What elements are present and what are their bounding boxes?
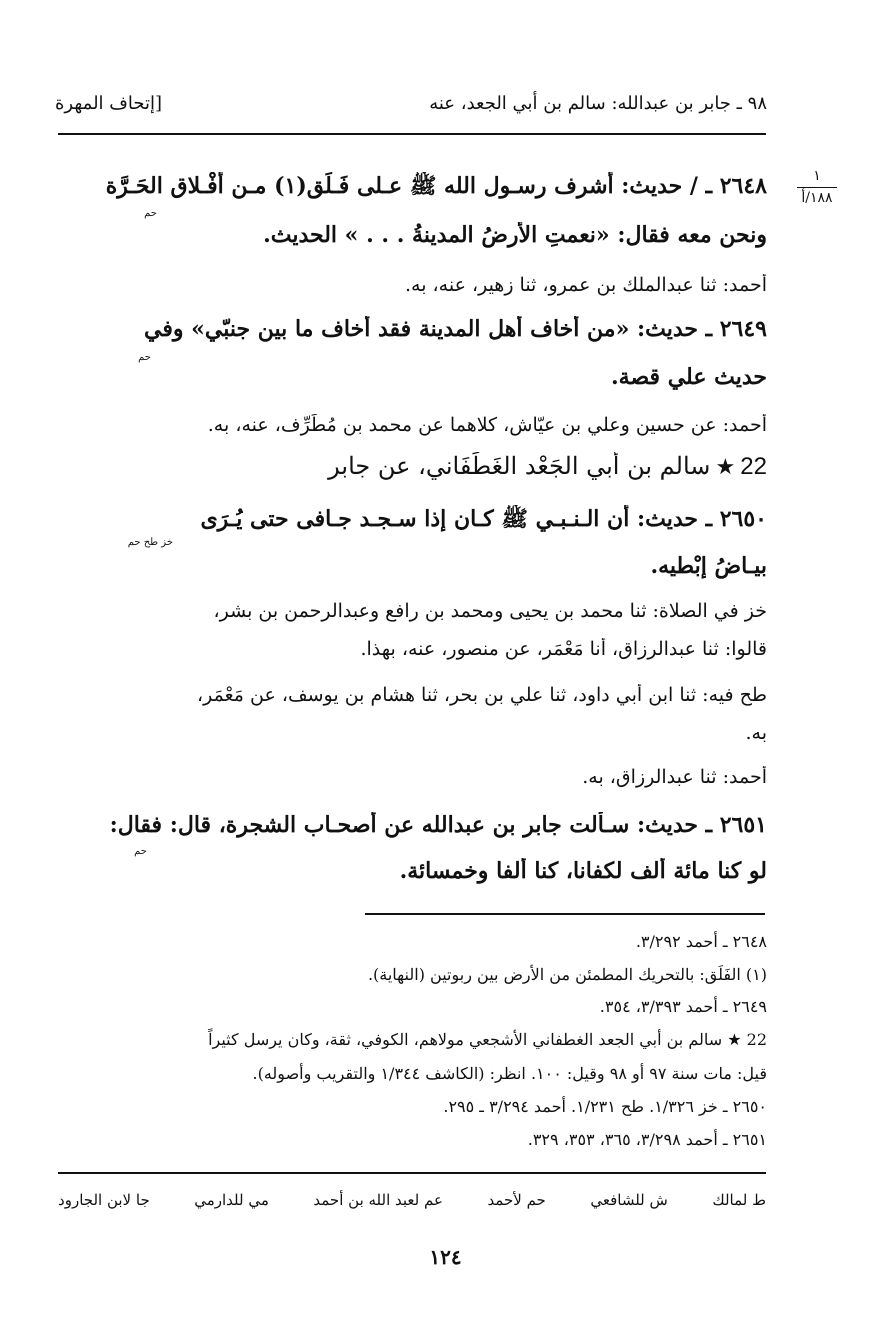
- footnote-5: قيل: مات سنة ٩٧ أو ٩٨ وقيل: ١٠٠. انظر: (الكاشف ١/٣٤٤ والتقريب وأصوله).: [252, 1064, 767, 1083]
- entry-2649-siglum: حم: [138, 352, 151, 363]
- abbr-item: ش للشافعي: [590, 1191, 668, 1209]
- entry-2648-source: أحمد: ثنا عبدالملك بن عمرو، ثنا زهير، عنه، به.: [404, 274, 767, 296]
- footnote-2: (١) الفَلَق: بالتحريك المطمئن من الأرض بين ربوتين (النهاية).: [367, 965, 767, 984]
- footnote-6: ٢٦٥٠ ـ خز ١/٣٢٦. طح ١/٢٣١. أحمد ٣/٢٩٤ ـ ٢٩٥.: [443, 1097, 767, 1116]
- abbr-item: عم لعبد الله بن أحمد: [313, 1191, 443, 1209]
- entry-2650-ahmad: أحمد: ثنا عبدالرزاق، به.: [582, 766, 767, 788]
- entry-2650-siglum: خز طح حم: [127, 537, 173, 548]
- abbr-item: حم لأحمد: [487, 1191, 546, 1209]
- entry-2649-line-1: ٢٦٤٩ ـ حديث: «من أخاف أهل المدينة فقد أخاف ما بين جنبّي» وفي: [144, 316, 767, 342]
- section-title: سالم بن أبي الجَعْد الغَطَفَاني، عن جابر: [328, 452, 711, 480]
- header-chapter-title: ٩٨ ـ جابر بن عبدالله: سالم بن أبي الجعد، عنه: [429, 92, 767, 114]
- abbr-item: جا لابن الجارود: [58, 1191, 150, 1209]
- abbreviations-rule: [58, 1172, 766, 1174]
- header-book-title: [إتحاف المهرة: [55, 92, 163, 114]
- folio-bottom: ١٨٨/أ: [801, 189, 833, 206]
- folio-top: ١: [813, 168, 821, 184]
- entry-2649-line-2: حديث علي قصة.: [611, 364, 767, 390]
- entry-2650-line-1: ٢٦٥٠ ـ حديث: أن الـنـبـي ﷺ كـان إذا سـجـد جـافى حتى يُـرَى: [200, 506, 767, 532]
- footnote-1: ٢٦٤٨ ـ أحمد ٣/٢٩٢.: [635, 932, 767, 951]
- section-heading: [55, 452, 767, 481]
- entry-2649-source: أحمد: عن حسين وعلي بن عيّاش، كلاهما عن محمد بن مُطَرِّف، عنه، به.: [207, 414, 767, 436]
- entry-2650-khz-line-2: قالوا: ثنا عبدالرزاق، أنا مَعْمَر، عن منصور، عنه، بهذا.: [360, 638, 767, 660]
- running-header: [55, 88, 767, 118]
- entry-2648-siglum: حم: [144, 208, 157, 219]
- entry-2650-khz-line-1: خز في الصلاة: ثنا محمد بن يحيى ومحمد بن رافع وعبدالرحمن بن بشر،: [213, 600, 767, 622]
- entry-2650-tah-line-1: طح فيه: ثنا ابن أبي داود، ثنا علي بن بحر، ثنا هشام بن يوسف، عن مَعْمَر،: [197, 684, 767, 706]
- abbreviations-key: [58, 1191, 766, 1209]
- abbr-item: ط لمالك: [712, 1191, 766, 1209]
- entry-2648-line-1: ٢٦٤٨ ـ / حديث: أشرف رسـول الله ﷺ عـلى فَـلَق(١) مـن أفْـلاق الحَـرَّة: [105, 173, 767, 199]
- footnote-3: ٢٦٤٩ ـ أحمد ٣/٣٩٣، ٣٥٤.: [599, 997, 767, 1016]
- footnote-4: 22 ★ سالم بن أبي الجعد الغطفاني الأشجعي مولاهم، الكوفي، ثقة، وكان يرسل كثيراً: [208, 1030, 767, 1049]
- manuscript-folio-ref: [793, 168, 841, 207]
- section-number: 22: [740, 453, 767, 480]
- entry-2648-line-2: ونحن معه فقال: «نعمتِ الأرضُ المدينةُ . . . » الحديث.: [263, 222, 767, 248]
- entry-2651-siglum: حم: [134, 846, 147, 857]
- page-number: ١٢٤: [429, 1245, 462, 1269]
- entry-2650-line-2: بيـاضُ إبْطيه.: [650, 553, 767, 579]
- folio-divider: [797, 187, 837, 188]
- entry-2650-tah-line-2: به.: [745, 722, 767, 744]
- entry-2651-line-2: لو كنا مائة ألف لكفانا، كنا ألفا وخمسائة.: [399, 858, 767, 884]
- header-rule: [58, 133, 766, 135]
- abbr-item: مي للدارمي: [194, 1191, 269, 1209]
- star-icon: ★: [715, 455, 736, 480]
- entry-2651-line-1: ٢٦٥١ ـ حديث: سـألت جابر بن عبدالله عن أصحـاب الشجرة، قال: فقال:: [109, 812, 767, 838]
- footnote-7: ٢٦٥١ ـ أحمد ٣/٢٩٨، ٣٦٥، ٣٥٣، ٣٢٩.: [527, 1130, 767, 1149]
- footnote-rule: [365, 913, 765, 915]
